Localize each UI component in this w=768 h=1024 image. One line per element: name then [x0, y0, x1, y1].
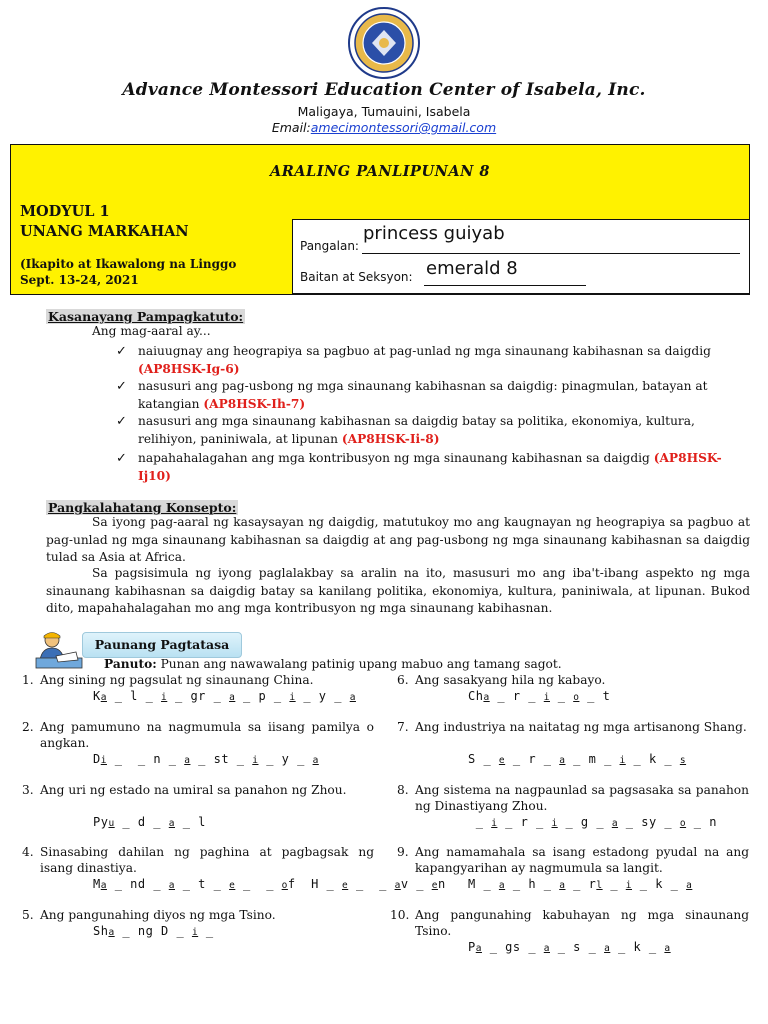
checkmark-icon: ✓ — [116, 344, 127, 359]
question-text: Ang sistema na nagpaunlad sa pagsasaka sa panahon ng Dinastiyang Zhou. — [415, 783, 749, 813]
checkmark-icon: ✓ — [116, 451, 127, 466]
answer-field[interactable]: Di _ _ n _ a _ st _ i _ y _ a — [93, 752, 319, 766]
question-number: 2. — [22, 720, 34, 734]
answer-field[interactable]: Pa _ gs _ a _ s _ a _ k _ a — [468, 940, 671, 954]
concept-paragraph: Sa iyong pag-aaral ng kasaysayan ng daigdig, matutukoy mo ang kaugnayan ng heograpiya sa pagbuo at pag-unlad ng mga sinaunang kabihasnan sa daigdig at ang pag-usbong ng mga sinaunang kabihasnan sa daigdig tulad sa Asia at Africa. — [46, 515, 750, 564]
objective-item: ✓ nasusuri ang pag-usbong ng mga sinaunang kabihasnan sa daigdig: pinagmulan, batayan at katangian (AP8HSK-Ih-7) — [116, 379, 708, 411]
objective-item: ✓ nasusuri ang mga sinaunang kabihasnan sa daigdig batay sa politika, ekonomiya, kultura, relihiyon, paniniwala, at lipunan (AP8HSK-Ii-8) — [116, 414, 695, 446]
question-item — [397, 673, 745, 689]
subject-title: ARALING PANLIPUNAN 8 — [270, 163, 490, 180]
question-number: 9. — [397, 845, 409, 859]
school-address: Maligaya, Tumauini, Isabela — [297, 104, 471, 119]
question-number: 4. — [22, 845, 34, 859]
question-number: 10. — [390, 908, 410, 922]
competency-code: (AP8HSK-Ih-7) — [203, 396, 306, 411]
answer-field[interactable]: _ i _ r _ i _ g _ a _ sy _ o _ n — [468, 815, 717, 829]
concept-paragraph: Sa pagsisimula ng iyong paglalakbay sa aralin na ito, masusuri mo ang iba't-ibang aspekto ng mga sinaunang kabihasnan sa daigdig batay sa kanilang politika, ekonomiya, kultura, paniniwala, at lipunan. Bukod dito, mapahahalagahan mo ang mga kontribusyon ng mga sinaunang kabihasnan. — [46, 566, 750, 615]
question-text: Ang sining ng pagsulat ng sinaunang China. — [40, 673, 314, 687]
question-number: 7. — [397, 720, 409, 734]
answer-field[interactable]: Pyu _ d _ a _ l — [93, 815, 206, 829]
question-number: 1. — [22, 673, 34, 687]
question-text: Ang industriya na naitatag ng mga artisanong Shang. — [415, 720, 747, 734]
quarter-label: UNANG MARKAHAN — [20, 223, 189, 240]
section-label: Baitan at Seksyon: — [300, 270, 413, 284]
question-item — [22, 783, 374, 799]
student-reading-icon — [32, 630, 88, 672]
question-text: Ang pangunahing kabuhayan ng mga sinaunang Tsino. — [415, 908, 749, 938]
email-line — [0, 120, 768, 135]
answer-field[interactable]: Ka _ l _ i _ gr _ a _ p _ i _ y _ a — [93, 689, 356, 703]
concept-heading: Pangkalahatang Konsepto: — [48, 500, 237, 515]
name-underline — [362, 253, 740, 254]
question-item — [397, 845, 749, 876]
question-item — [397, 720, 749, 736]
answer-field[interactable]: Ma _ nd _ a _ t _ e _ _ of H _ e _ _ av _ en — [93, 877, 446, 891]
name-field[interactable]: princess guiyab — [363, 223, 505, 244]
question-number: 8. — [397, 783, 409, 797]
objective-item: ✓ napahahalagahan ang mga kontribusyon ng mga sinaunang kabihasnan sa daigdig (AP8HSK-Ij10) — [116, 451, 722, 483]
email-link[interactable]: amecimontessori@gmail.com — [310, 120, 497, 135]
pretest-title: Paunang Pagtatasa — [94, 637, 230, 652]
question-item — [397, 783, 749, 814]
competencies-heading: Kasanayang Pampagkatuto: — [48, 309, 244, 324]
objective-item: ✓ naiuugnay ang heograpiya sa pagbuo at pag-unlad ng mga sinaunang kabihasnan sa daigdig (AP8HSK-Ig-6) — [116, 344, 711, 376]
checkmark-icon: ✓ — [116, 379, 127, 394]
date-range: Sept. 13-24, 2021 — [20, 273, 139, 287]
email-label: Email: — [271, 120, 311, 135]
question-item — [22, 673, 370, 689]
school-seal-logo — [347, 6, 421, 80]
instructions: Panuto: Punan ang nawawalang patinig upang mabuo ang tamang sagot. — [104, 657, 562, 671]
section-underline — [424, 285, 586, 286]
question-text: Ang pamumuno na nagmumula sa iisang pamilya o angkan. — [40, 720, 374, 750]
question-item — [22, 845, 374, 876]
question-text: Ang namamahala sa isang estadong pyudal na ang kapangyarihan ay nagmumula sa langit. — [415, 845, 749, 875]
question-item — [22, 720, 374, 751]
answer-field[interactable]: S _ e _ r _ a _ m _ i _ k _ s — [468, 752, 687, 766]
competency-code: (AP8HSK-Ig-6) — [138, 361, 240, 376]
competencies-intro: Ang mag-aaral ay... — [92, 324, 211, 338]
question-text: Ang pangunahing diyos ng mga Tsino. — [40, 908, 276, 922]
weeks-label: (Ikapito at Ikawalong na Linggo — [20, 257, 237, 271]
question-item — [390, 908, 749, 939]
question-number: 6. — [397, 673, 409, 687]
name-label: Pangalan: — [300, 239, 359, 253]
checkmark-icon: ✓ — [116, 414, 127, 429]
question-text: Ang sasakyang hila ng kabayo. — [415, 673, 606, 687]
question-number: 5. — [22, 908, 34, 922]
question-text: Ang uri ng estado na umiral sa panahon ng Zhou. — [40, 783, 347, 797]
school-name: Advance Montessori Education Center of Isabela, Inc. — [122, 80, 646, 100]
answer-field[interactable]: M _ a _ h _ a _ rl _ i _ k _ a — [468, 877, 693, 891]
question-item — [22, 908, 374, 924]
question-number: 3. — [22, 783, 34, 797]
module-number: MODYUL 1 — [20, 203, 110, 220]
competency-code: (AP8HSK-Ij10) — [138, 451, 722, 483]
answer-field[interactable]: Sha _ ng D _ i _ — [93, 924, 222, 938]
question-text: Sinasabing dahilan ng paghina at pagbagsak ng isang dinastiya. — [40, 845, 374, 875]
competency-code: (AP8HSK-Ii-8) — [341, 431, 440, 446]
answer-field[interactable]: Cha _ r _ i _ o _ t — [468, 689, 611, 703]
section-field[interactable]: emerald 8 — [426, 258, 518, 279]
